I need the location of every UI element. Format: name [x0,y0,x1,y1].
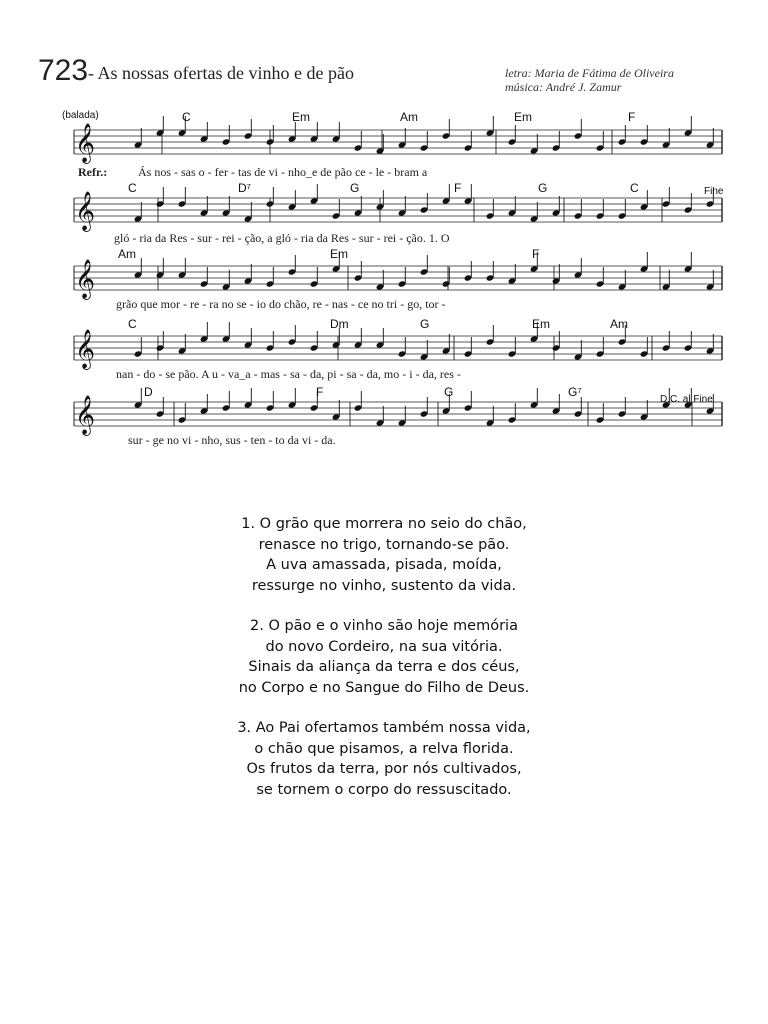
chord: C [182,110,191,124]
stanza-3 [0,718,768,800]
lyric-line: nan - do - se pão. A u - va_a - mas - sa - da, pi - sa - da, mo - i - da, res - [116,367,461,381]
verse-line: do novo Cordeiro, na sua vitória. [265,638,503,655]
hymn-number: 723 [38,54,89,87]
hymn-title: - As nossas ofertas de vinho e de pão [88,63,354,83]
lyric-line: Ás nos - sas o - fer - tas de vi - nho_e de pão ce - le - bram a [138,165,428,179]
chord: Am [400,110,418,124]
chord: F [532,247,540,261]
chord: Em [292,110,310,124]
tempo-label: (balada) [62,110,99,121]
system-2 [114,181,639,245]
lyric-line: grão que mor - re - ra no se - io do chão, re - nas - ce no tri - go, tor - [116,297,446,311]
verse-line: ressurge no vinho, sustento da vida. [251,577,517,594]
composer-credit: música: André J. Zamur [505,80,622,94]
sheet-music [62,104,738,464]
refrain-label: Refr.: [78,165,108,179]
treble-clef-icon: 𝄞 [75,123,96,163]
chord: C [128,181,137,195]
verse-line: Os frutos da terra, por nós cultivados, [246,761,522,777]
chord: Dm [330,317,349,331]
chord: G⁷ [568,385,582,399]
chord: Em [532,317,550,331]
hymn-header [38,54,738,98]
chord: G [444,385,454,399]
stanza-1 [0,514,768,596]
chord: F [454,181,462,195]
verse-line: se tornem o corpo do ressuscitado. [256,781,512,798]
lyric-line: gló - ria da Res - sur - rei - ção, a gló - ria da Res - sur - rei - ção. 1. O [114,231,450,245]
chord: G [538,181,548,195]
system-3 [116,247,539,311]
lyric-line: sur - ge no vi - nho, sus - ten - to da vi - da. [128,433,336,447]
chord: Am [118,247,136,261]
fine-mark: Fine [704,186,724,197]
treble-clef-icon: 𝄞 [75,395,96,435]
chord: F [628,110,636,124]
verse-line: 2. O pão e o vinho são hoje memória [250,618,518,634]
treble-clef-icon: 𝄞 [75,191,96,231]
lyricist-credit: letra: Maria de Fátima de Oliveira [505,66,674,80]
verse-line: 1. O grão que morrera no seio do chão, [241,516,527,532]
system-5 [128,385,582,447]
chord: Em [330,247,348,261]
chord: D⁷ [238,181,252,195]
system-4 [116,317,628,381]
verse-line: o chão que pisamos, a relva florida. [254,740,514,757]
stanza-2 [0,616,768,698]
dc-al-fine-mark: D.C. al Fine [660,394,713,405]
verse-line: renasce no trigo, tornando-se pão. [258,536,510,553]
treble-clef-icon: 𝄞 [75,259,96,299]
verse-line: no Corpo e no Sangue do Filho de Deus. [238,679,530,696]
verse-line: 3. Ao Pai ofertamos também nossa vida, [237,720,531,736]
chord: Em [514,110,532,124]
treble-clef-icon: 𝄞 [75,329,96,369]
chord: G [350,181,360,195]
system-1 [138,110,635,179]
music-score [62,104,738,464]
chord: F [316,385,324,399]
verses-block [0,514,768,820]
verse-line: Sinais da aliança da terra e dos céus, [248,659,520,675]
chord: C [630,181,639,195]
hymn-credits [505,66,674,94]
chord: C [128,317,137,331]
chord: G [420,317,430,331]
chord: Am [610,317,628,331]
chord: D [144,385,153,399]
verse-line: A uva amassada, pisada, moída, [266,557,502,573]
